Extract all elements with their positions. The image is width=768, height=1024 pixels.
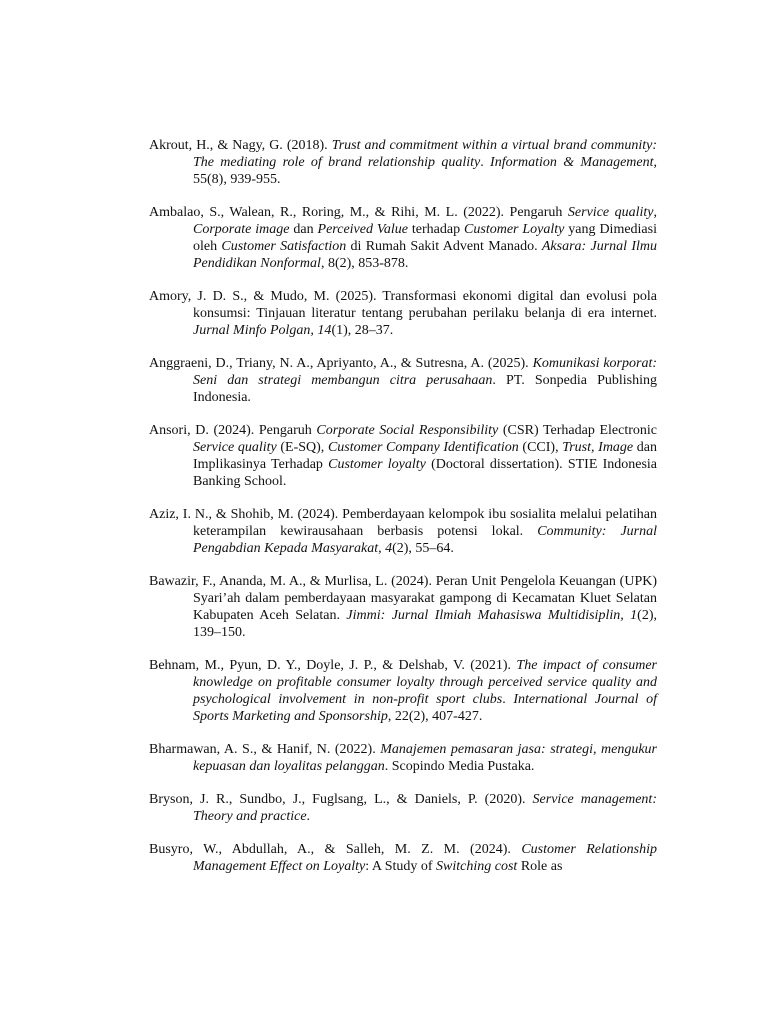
reference-entry (149, 741, 657, 775)
reference-text: Ansori, D. (2024). Pengaruh (149, 423, 317, 438)
reference-italic-text: Corporate Social Responsibility (316, 423, 499, 438)
reference-text: . Scopindo Media Pustaka. (384, 759, 535, 774)
reference-entry (149, 288, 657, 339)
reference-italic-text: Service management: Theory and practice (193, 792, 657, 824)
reference-italic-text: Information & Management (490, 155, 654, 170)
reference-text: Ambalao, S., Walean, R., Roring, M., & Rihi, M. L. (2022). Pengaruh (149, 205, 568, 220)
reference-italic-text: International Journal of Sports Marketing and Sponsorship (193, 692, 658, 724)
reference-italic-text: Jimmi: Jurnal Ilmiah Mahasiswa Multidisiplin, 1 (346, 608, 638, 623)
reference-italic-text: Switching cost (436, 859, 518, 874)
reference-entry (149, 841, 657, 875)
reference-text: Busyro, W., Abdullah, A., & Salleh, M. Z. M. (2024). (149, 842, 522, 857)
reference-text: , (653, 205, 658, 220)
reference-text: (1), 28–37. (331, 323, 394, 338)
reference-italic-text: Customer loyalty (328, 457, 426, 472)
reference-text: . (480, 155, 491, 170)
reference-text: (E-SQ), (276, 440, 328, 455)
reference-text: . (502, 692, 514, 707)
reference-italic-text: Customer Loyalty (464, 222, 565, 237)
reference-text: di Rumah Sakit Advent Manado. (346, 239, 542, 254)
reference-italic-text: Customer Company Identification (327, 440, 519, 455)
reference-text: dan Implikasinya Terhadap (193, 440, 658, 472)
reference-text: Behnam, M., Pyun, D. Y., Doyle, J. P., & Delshab, V. (2021). (149, 658, 517, 673)
reference-entry (149, 506, 657, 557)
reference-italic-text: Community: Jurnal Pengabdian Kepada Masyarakat, 4 (193, 524, 657, 556)
reference-entry (149, 204, 657, 272)
reference-text: terhadap (408, 222, 465, 237)
reference-text: (CSR) Terhadap Electronic (498, 423, 657, 438)
reference-entry (149, 355, 657, 406)
reference-italic-text: Service quality (567, 205, 654, 220)
reference-italic-text: Jurnal Minfo Polgan, 14 (193, 323, 332, 338)
reference-text: Anggraeni, D., Triany, N. A., Apriyanto, A., & Sutresna, A. (2025). (149, 356, 533, 371)
reference-italic-text: Manajemen pemasaran jasa: strategi, mengukur kepuasan dan loyalitas pelanggan (193, 742, 658, 774)
reference-entry (149, 791, 657, 825)
reference-list (149, 137, 657, 891)
reference-text: . PT. Sonpedia Publishing Indonesia. (193, 373, 658, 405)
reference-text: , 55(8), 939-955. (193, 155, 658, 187)
reference-text: (Doctoral dissertation). STIE Indonesia Banking School. (193, 457, 657, 489)
reference-text: (2), 55–64. (392, 541, 454, 556)
reference-entry (149, 422, 657, 490)
reference-text: Bharmawan, A. S., & Hanif, N. (2022). (149, 742, 381, 757)
reference-italic-text: Komunikasi korporat: Seni dan strategi membangun citra perusahaan (193, 356, 657, 388)
reference-entry (149, 137, 657, 188)
reference-text: , 8(2), 853-878. (320, 256, 409, 271)
reference-text: yang Dimediasi oleh (193, 222, 657, 254)
reference-entry (149, 573, 657, 641)
reference-text: : A Study of (365, 859, 437, 874)
reference-entry (149, 657, 657, 725)
reference-italic-text: Service quality (193, 440, 277, 455)
reference-text: dan (289, 222, 318, 237)
reference-italic-text: Customer Satisfaction (221, 239, 347, 254)
reference-text: . (306, 809, 311, 824)
reference-italic-text: Trust, Image (562, 440, 634, 455)
reference-italic-text: Customer Relationship Management Effect on Loyalty (193, 842, 657, 874)
reference-text: Bawazir, F., Ananda, M. A., & Murlisa, L. (2024). Peran Unit Pengelola Keuangan (UPK) Syari’ah dalam pemberdayaan masyarakat gampong di Kecamatan Kluet Selatan Kabupaten Aceh Selatan. (149, 574, 657, 623)
reference-italic-text: Trust and commitment within a virtual brand community: The mediating role of brand relationship quality (193, 138, 657, 170)
reference-italic-text: Perceived Value (317, 222, 408, 237)
reference-italic-text: Corporate image (193, 222, 290, 237)
reference-text: Akrout, H., & Nagy, G. (2018). (149, 138, 332, 153)
reference-text: , 22(2), 407-427. (387, 709, 483, 724)
reference-text: Amory, J. D. S., & Mudo, M. (2025). Transformasi ekonomi digital dan evolusi pola konsumsi: Tinjauan literatur tentang perubahan perilaku belanja di era internet. (149, 289, 657, 321)
reference-text: (CCI), (518, 440, 563, 455)
reference-italic-text: The impact of consumer knowledge on profitable consumer loyalty through perceived service quality and psychological involvement in non-profit sport clubs (193, 658, 657, 707)
reference-italic-text: Aksara: Jurnal Ilmu Pendidikan Nonformal (193, 239, 657, 271)
reference-text: Bryson, J. R., Sundbo, J., Fuglsang, L., & Daniels, P. (2020). (149, 792, 533, 807)
reference-text: Aziz, I. N., & Shohib, M. (2024). Pemberdayaan kelompok ibu sosialita melalui pelatihan keterampilan kewirausahaan berbasis potensi lokal. (149, 507, 657, 539)
reference-text: (2), 139–150. (193, 608, 657, 640)
reference-text: Role as (517, 859, 563, 874)
